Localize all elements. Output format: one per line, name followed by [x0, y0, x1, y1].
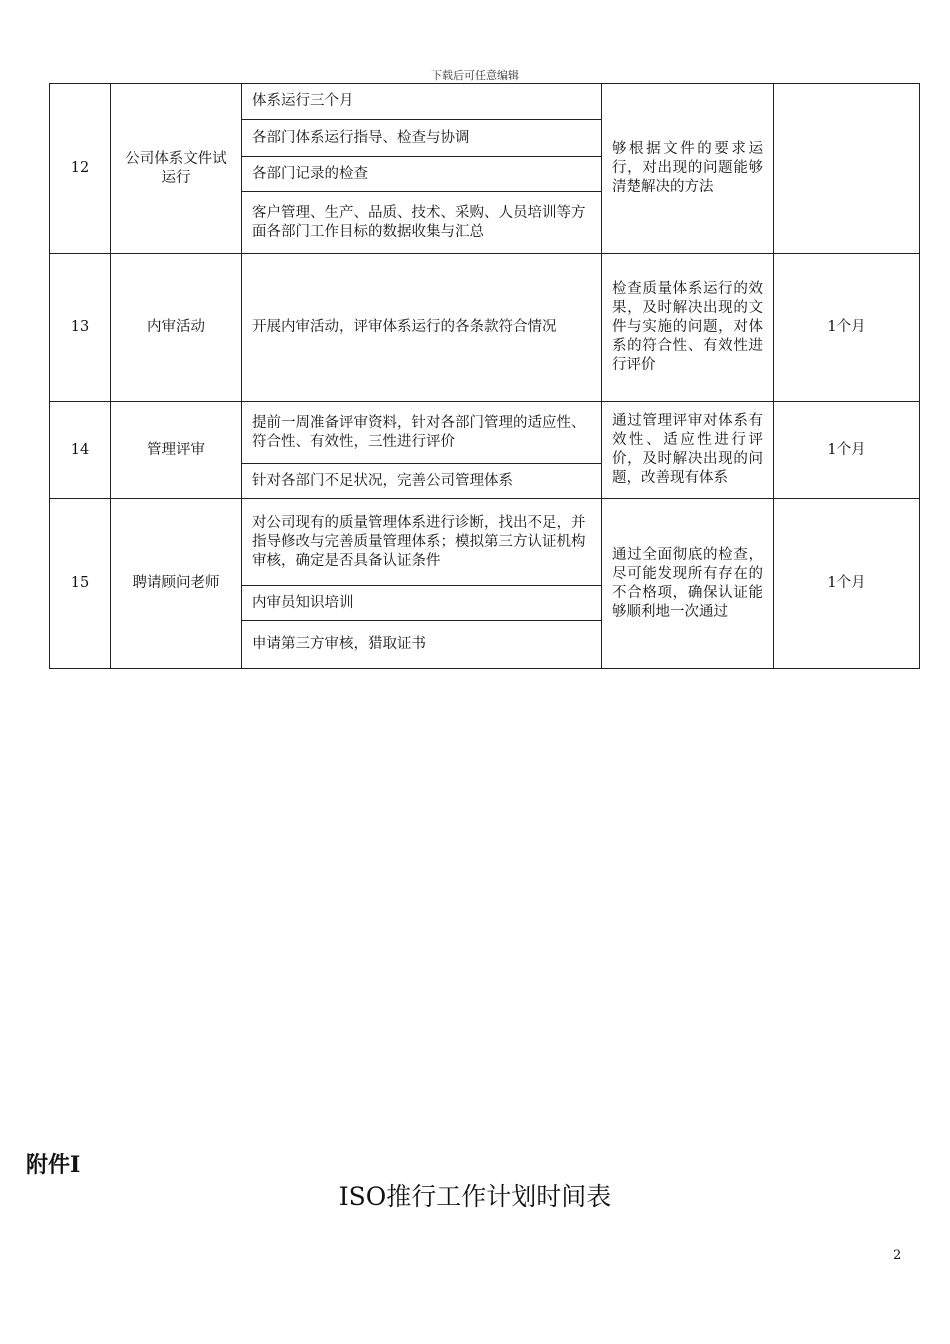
- task-cell: 开展内审活动，评审体系运行的各条款符合情况: [242, 254, 602, 402]
- table-row: [50, 84, 920, 120]
- task-cell: 客户管理、生产、品质、技术、采购、人员培训等方面各部门工作目标的数据收集与汇总: [242, 192, 602, 254]
- row-number: 15: [50, 499, 111, 669]
- task-cell: 申请第三方审核，猎取证书: [242, 621, 602, 669]
- item-name: 公司体系文件试运行: [111, 84, 242, 254]
- row-number: 12: [50, 84, 111, 254]
- goal-cell: 够根据文件的要求运行，对出现的问题能够清楚解决的方法: [602, 84, 774, 254]
- table-row: [50, 499, 920, 586]
- appendix-label: 附件Ⅰ: [26, 1152, 81, 1178]
- table-row: [50, 402, 920, 464]
- table-row: [50, 254, 920, 402]
- task-cell: 针对各部门不足状况，完善公司管理体系: [242, 464, 602, 499]
- duration-cell: 1个月: [774, 499, 920, 669]
- document-title: ISO推行工作计划时间表: [338, 1182, 612, 1211]
- duration-cell: 1个月: [774, 402, 920, 499]
- plan-table: [49, 83, 920, 669]
- goal-cell: 通过管理评审对体系有效性、适应性进行评价，及时解决出现的问题，改善现有体系: [602, 402, 774, 499]
- page-number: 2: [893, 1248, 902, 1263]
- task-cell: 提前一周准备评审资料，针对各部门管理的适应性、符合性、有效性，三性进行评价: [242, 402, 602, 464]
- item-name: 内审活动: [111, 254, 242, 402]
- duration-cell: [774, 84, 920, 254]
- row-number: 14: [50, 402, 111, 499]
- task-cell: 对公司现有的质量管理体系进行诊断，找出不足，并指导修改与完善质量管理体系；模拟第三方认证机构审核，确定是否具备认证条件: [242, 499, 602, 586]
- task-cell: 各部门记录的检查: [242, 157, 602, 192]
- item-name: 聘请顾问老师: [111, 499, 242, 669]
- goal-cell: 通过全面彻底的检查，尽可能发现所有存在的不合格项，确保认证能够顺利地一次通过: [602, 499, 774, 669]
- row-number: 13: [50, 254, 111, 402]
- task-cell: 体系运行三个月: [242, 84, 602, 120]
- item-name: 管理评审: [111, 402, 242, 499]
- task-cell: 各部门体系运行指导、检查与协调: [242, 120, 602, 157]
- goal-cell: 检查质量体系运行的效果，及时解决出现的文件与实施的问题，对体系的符合性、有效性进行评价: [602, 254, 774, 402]
- header-note: 下载后可任意编辑: [431, 69, 519, 82]
- duration-cell: 1个月: [774, 254, 920, 402]
- task-cell: 内审员知识培训: [242, 586, 602, 621]
